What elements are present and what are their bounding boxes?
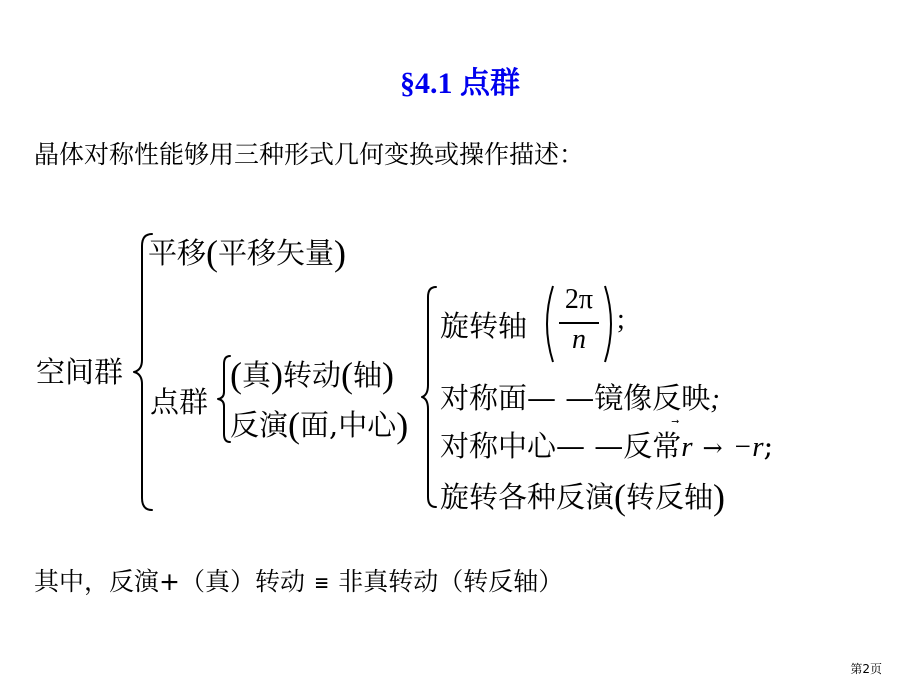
close-paren: ) [396,405,409,445]
open-paren: ( [206,233,219,273]
space-group-brace [138,232,158,512]
intro-text: 晶体对称性能够用三种形式几何变换或操作描述： [34,140,585,169]
plane-center-label: 面,中心 [300,408,397,442]
vector-r: r [681,431,693,463]
semicolon: ; [710,383,720,415]
rotation-label: 转动 [283,358,342,392]
open-paren: ( [230,355,242,395]
inversion-label: 反演 [230,408,289,442]
axis-label: 轴 [353,358,383,392]
equivalence-symbol: ≡ [314,571,329,596]
fraction-numerator: 2π [564,284,594,315]
mirror-plane-row [440,376,720,417]
two-pi-over-n-fraction [541,282,631,366]
open-paren: ( [341,355,354,395]
close-paren: ) [334,233,347,273]
mirror-plane-label: 对称面— —镜像反映 [440,381,711,415]
inversion-center-row [440,424,773,465]
proper-label: 真 [242,358,272,392]
point-group-label: 点群 [150,385,209,419]
space-group-label: 空间群 [36,355,124,389]
rotoinversion-row [440,474,725,516]
rotation-axis-label: 旋转轴 [440,309,528,343]
inversion-row [230,402,408,444]
negative-vector-r: −r [732,431,764,463]
summary-left: 其中，反演+（真）转动 [34,567,305,596]
close-paren: ) [271,355,284,395]
fraction-denominator: n [572,324,586,355]
proper-rotation-row [230,352,394,394]
translation-label: 平移 [148,236,207,270]
page-number: 第2页 [850,662,882,676]
rotoinversion-axis-label: 转反轴 [626,480,714,514]
inversion-types-brace [422,285,442,511]
maps-to-arrow: → [702,434,723,462]
close-paren: ) [382,355,395,395]
translation-vector-label: 平移矢量 [218,236,335,270]
rotoinversion-label: 旋转各种反演 [440,480,615,514]
translation-row [148,230,346,272]
open-paren: ( [288,405,301,445]
summary-right: 非真转动（转反轴） [338,567,564,596]
close-paren: ) [713,477,726,517]
open-paren: ( [614,477,627,517]
inversion-center-label: 对称中心— —反常 [440,429,682,463]
page-title: §4.1 点群 [400,67,520,100]
semicolon: ; [617,304,625,335]
semicolon: ; [763,429,774,463]
summary-text [34,562,563,598]
